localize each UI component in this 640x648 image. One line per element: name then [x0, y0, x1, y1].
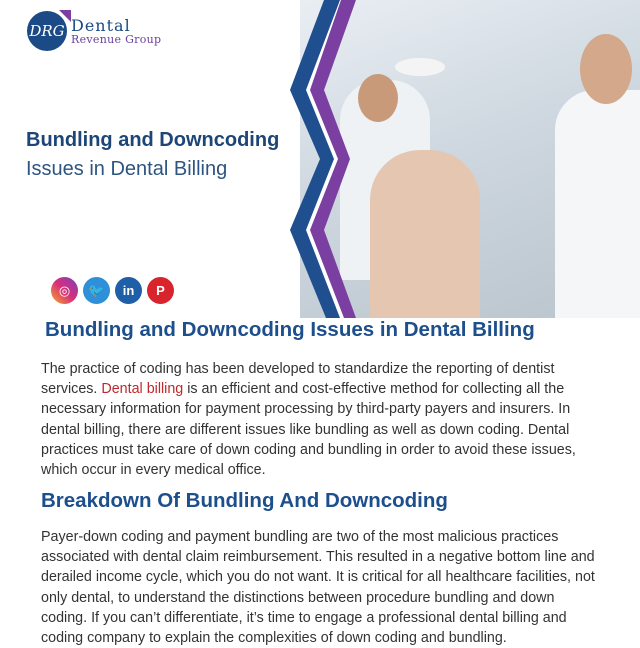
brand-logo[interactable]	[27, 11, 161, 51]
linkedin-icon[interactable]: in	[115, 277, 142, 304]
pinterest-icon[interactable]: P	[147, 277, 174, 304]
dental-billing-link[interactable]: Dental billing	[101, 381, 184, 398]
logo-monogram: DRG	[27, 11, 67, 51]
text-line	[41, 379, 576, 399]
hero-title-bold: Bundling and Downcoding	[26, 129, 280, 151]
text-line: Payer-down coding and payment bundling are two of the most malicious practices	[41, 529, 559, 545]
hero-banner	[0, 0, 640, 318]
decorative-chevron	[286, 0, 356, 318]
text-line: which occur in every medical office.	[41, 462, 266, 479]
hero-title	[26, 126, 279, 184]
text-line: only dental, to understand the distinctions between procedure bundling and down	[41, 589, 555, 606]
text-line: dental billing, there are different issues like bundling as well as down coding. Dental	[41, 421, 570, 438]
text-line: associated with dental claim reimbursement. This resulted in a negative bottom line and	[41, 549, 595, 566]
text-line: derailed income cycle, which you do not want. It is critical for all healthcare facilities, not	[41, 569, 595, 586]
text-line: necessary information for payment processing by third-party payers and insurers. In	[41, 401, 571, 418]
logo-name-line1: Dental	[71, 15, 131, 35]
instagram-icon[interactable]: ◎	[51, 277, 78, 304]
text-span: is an efficient and cost-effective method for collecting all the	[183, 381, 565, 398]
article-heading: Bundling and Downcoding Issues in Dental Billing	[45, 318, 535, 341]
twitter-icon[interactable]: 🐦	[83, 277, 110, 304]
text-line: practices must take care of down coding and bundling in order to avoid these issues,	[41, 441, 576, 458]
social-links	[51, 277, 174, 304]
breakdown-paragraph	[41, 527, 595, 648]
text-span: services.	[41, 381, 102, 398]
logo-name-line2: Revenue Group	[71, 32, 162, 46]
text-line: coding company to explain the complexities of down coding and bundling.	[41, 630, 507, 647]
intro-paragraph	[41, 359, 576, 480]
text-line: coding. If you can’t differentiate, it’s time to engage a professional dental billing and	[41, 609, 567, 626]
text-line: The practice of coding has been developed to standardize the reporting of dentist	[41, 361, 555, 377]
hero-title-regular: Issues in Dental Billing	[26, 158, 228, 180]
section-heading: Breakdown Of Bundling And Downcoding	[41, 489, 448, 512]
